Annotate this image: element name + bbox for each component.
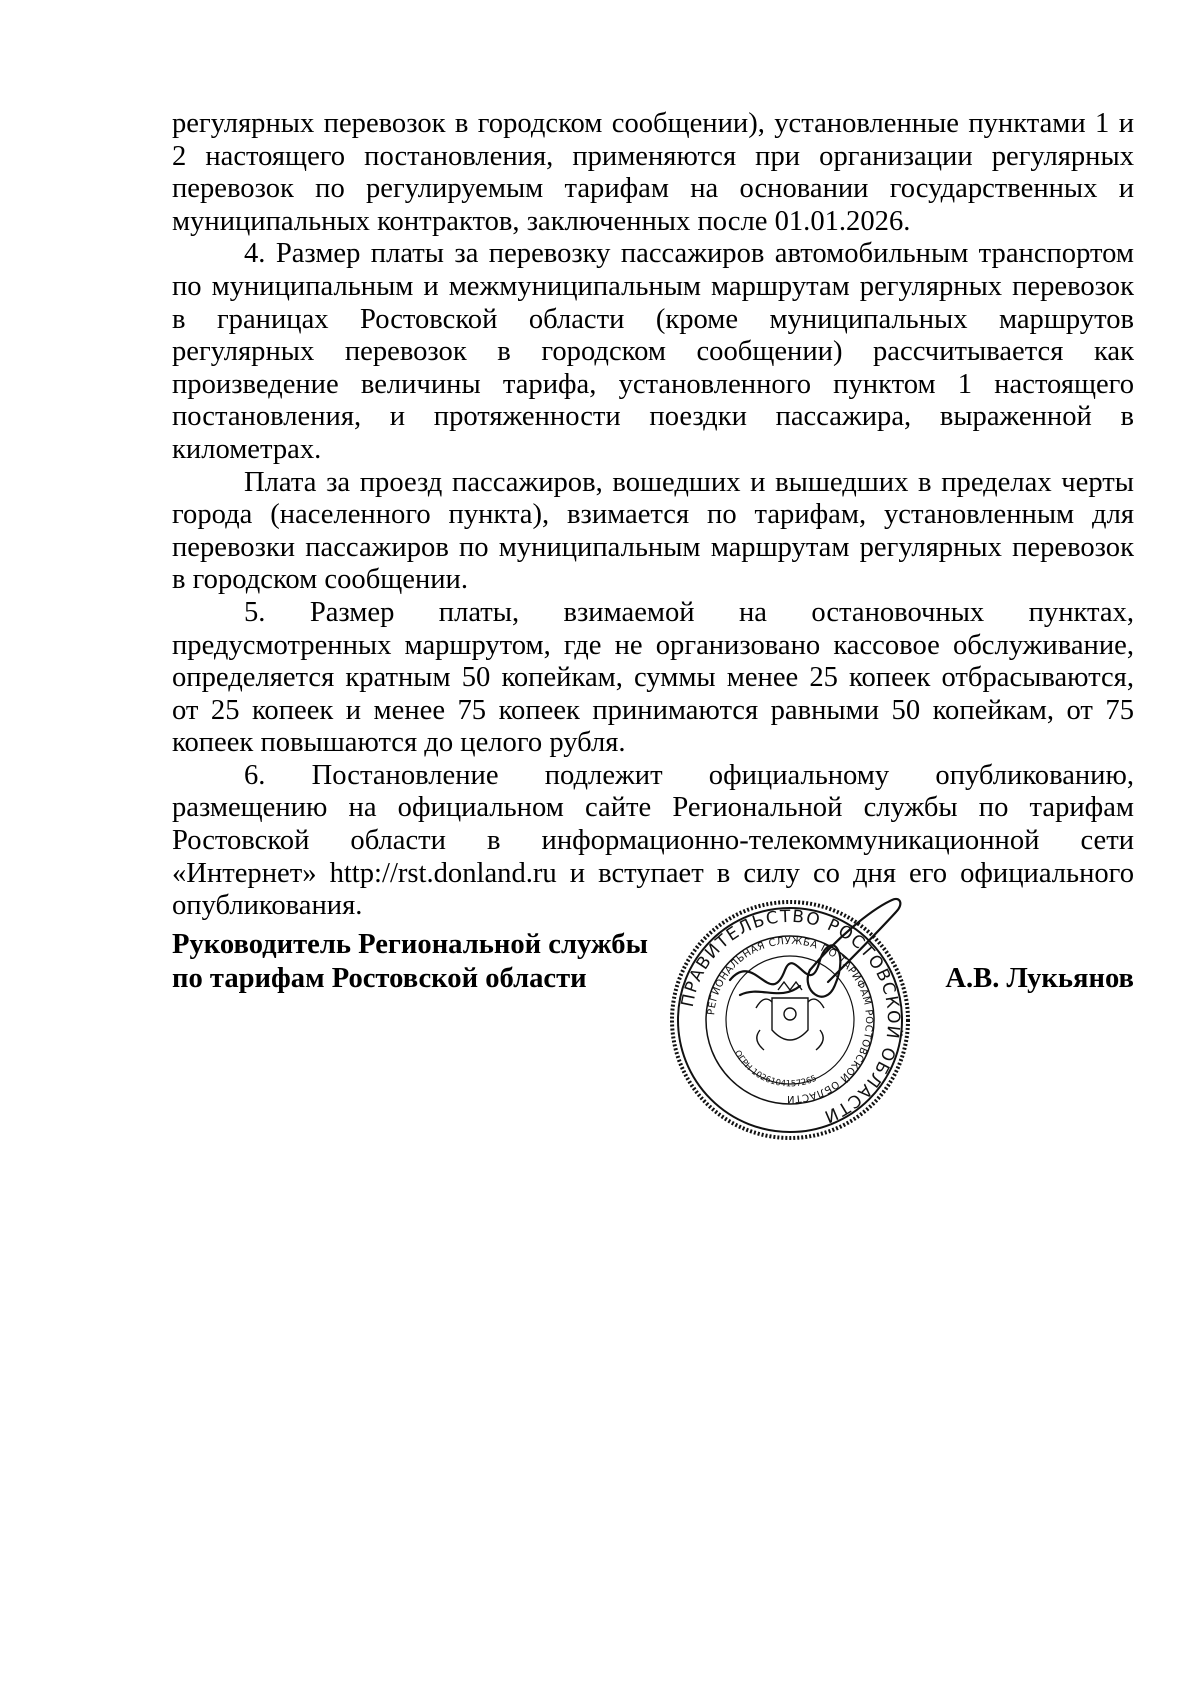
paragraph-item-5: 5. Размер платы, взимаемой на остановочных пунктах, предусмотренных маршрутом, где не организовано кассовое обслуживание, определяется кратным 50 копейкам, суммы менее 25 копеек отбрасываются, от 25 копеек и менее 75 копеек принимаются равными 50 копейкам, от 75 копеек повышаются до целого рубля. — [172, 596, 1134, 759]
seal-outer-text: ПРАВИТЕЛЬСТВО РОСТОВСКОЙ ОБЛАСТИ — [677, 906, 904, 1127]
paragraph-continuation: регулярных перевозок в городском сообщении), установленные пунктами 1 и 2 настоящего постановления, применяются при организации регулярных перевозок по регулируемым тарифам на основании государственных и муниципальных контрактов, заключенных после 01.01.2026. — [172, 108, 1134, 237]
seal-inner-text: РЕГИОНАЛЬНАЯ СЛУЖБА ПО ТАРИФАМ РОСТОВСКОЙ ОБЛАСТИ — [706, 935, 875, 1105]
signature-block — [172, 906, 1134, 1148]
signer-title-line-1: Руководитель Региональной службы — [172, 929, 648, 960]
official-seal-stamp — [660, 890, 920, 1150]
seal-graphic — [660, 890, 920, 1150]
paragraph-item-6: 6. Постановление подлежит официальному опубликованию, размещению на официальном сайте Региональной службы по тарифам Ростовской области в информационно-телекоммуникационной сети «Интернет» http://rst.donland.ru и вступает в силу со дня его официального опубликования. — [172, 759, 1134, 922]
signer-name: А.В. Лукьянов — [945, 963, 1134, 994]
document-body — [172, 108, 1134, 923]
signer-title — [172, 928, 648, 996]
seal-ogrn-text: ОГРН 1026104157265 — [731, 1048, 819, 1090]
paragraph-item-4: 4. Размер платы за перевозку пассажиров автомобильным транспортом по муниципальным и межмуниципальным маршрутам регулярных перевозок в границах Ростовской области (кроме муниципальных маршрутов регулярных перевозок в городском сообщении) рассчитывается как произведение величины тарифа, установленного пунктом 1 настоящего постановления, и протяженности поездки пассажира, выраженной в километрах. — [172, 238, 1134, 465]
signer-title-line-2: по тарифам Ростовской области — [172, 963, 587, 994]
paragraph-city-fare: Плата за проезд пассажиров, вошедших и вышедших в пределах черты города (населенного пункта), взимается по тарифам, установленным для перевозки пассажиров по муниципальным маршрутам регулярных перевозок в городском сообщении. — [172, 466, 1134, 596]
